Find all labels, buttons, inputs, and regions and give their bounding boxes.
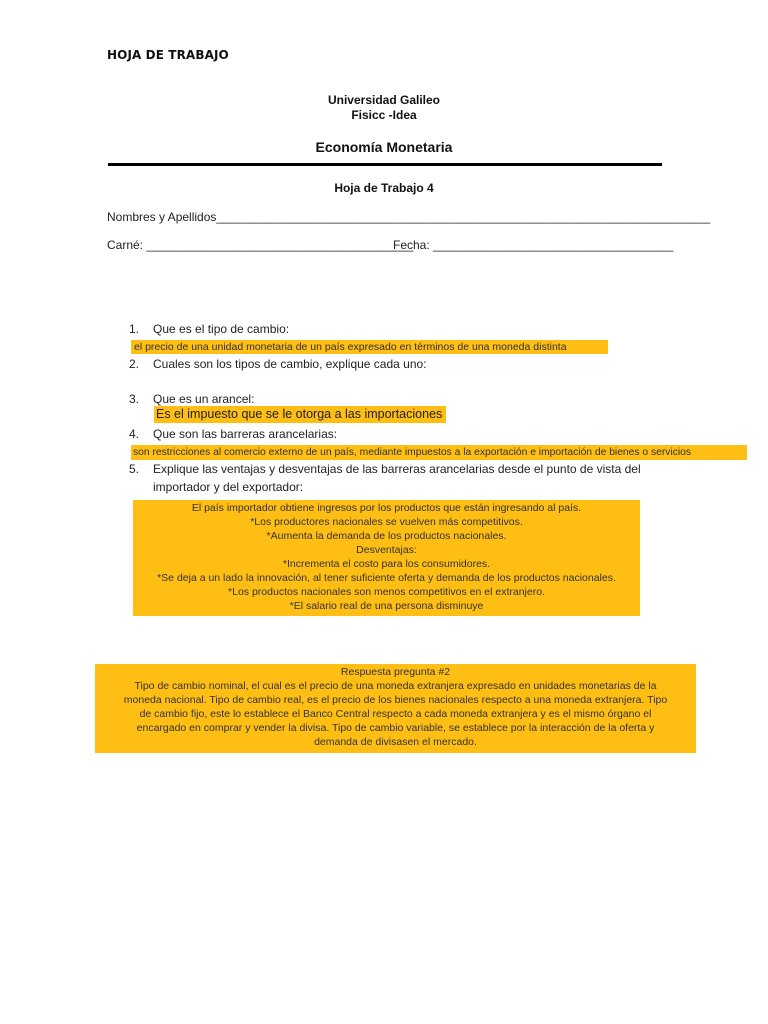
answer-heading: Respuesta pregunta #2 <box>340 666 451 678</box>
names-field[interactable]: Nombres y Apellidos__________________________________________________________________________ <box>107 210 711 224</box>
sheet-title: Hoja de Trabajo 4 <box>334 181 434 195</box>
question-2 <box>129 357 427 371</box>
answer-line: *Aumenta la demanda de los productos nacionales. <box>266 530 507 542</box>
question-1 <box>129 322 289 336</box>
faculty-name: Fisicc -Idea <box>351 108 417 122</box>
answer-line: Desventajas: <box>356 544 417 556</box>
question-5 <box>129 462 641 476</box>
question-number: 5. <box>129 462 140 476</box>
question-number: 1. <box>129 322 140 336</box>
answer-line: demanda de divisasen el mercado. <box>314 736 477 748</box>
question-number: 3. <box>129 392 140 406</box>
answer-line: *Los productores nacionales se vuelven más competitivos. <box>250 516 523 528</box>
answer-4: son restricciones al comercio externo de un país, mediante impuestos a la exportación e importación de bienes o servicios <box>131 445 747 460</box>
answer-5-box <box>133 500 640 616</box>
answer-line: de cambio fijo, este lo establece el Banco Central respecto a cada moneda extranjera y es el mismo órgano el <box>139 708 652 720</box>
answer-line: *Se deja a un lado la innovación, al tener suficiente oferta y demanda de los productos nacionales. <box>157 572 616 584</box>
answer-1: el precio de una unidad monetaria de un país expresado en términos de una moneda distinta <box>131 340 608 354</box>
question-5-continued: importador y del exportador: <box>153 480 304 494</box>
question-3 <box>129 392 254 406</box>
question-text: Explique las ventajas y desventajas de las barreras arancelarias desde el punto de vista del <box>153 462 641 476</box>
fecha-field[interactable]: Fecha: ____________________________________ <box>393 238 674 252</box>
question-text: Que es un arancel: <box>153 392 255 406</box>
answer-line: encargado en comprar y vender la divisa. Tipo de cambio variable, se establece por la interacción de la oferta y <box>136 722 655 734</box>
question-text: Que es el tipo de cambio: <box>153 322 290 336</box>
question-4 <box>129 427 337 441</box>
university-name: Universidad Galileo <box>327 93 441 107</box>
answer-3: Es el impuesto que se le otorga a las importaciones <box>154 406 446 423</box>
answer-line: moneda nacional. Tipo de cambio real, es el precio de los bienes nacionales respecto a una moneda extranjera. Tipo <box>123 694 668 706</box>
question-number: 4. <box>129 427 140 441</box>
question-number: 2. <box>129 357 140 371</box>
course-title: Economía Monetaria <box>315 139 453 155</box>
answer-line: El país importador obtiene ingresos por los productos que están ingresando al país. <box>191 502 582 514</box>
answer-line: Tipo de cambio nominal, el cual es el precio de una moneda extranjera expresado en unidades monetarias de la <box>134 680 657 692</box>
question-text: Cuales son los tipos de cambio, explique cada uno: <box>153 357 427 371</box>
sheet-label: HOJA DE TRABAJO <box>107 48 229 62</box>
carne-field[interactable]: Carné: ________________________________________ <box>107 238 414 252</box>
answer-line: *El salario real de una persona disminuye <box>289 600 484 612</box>
header-divider <box>108 163 662 166</box>
answer-line: *Incrementa el costo para los consumidores. <box>282 558 491 570</box>
question-text: Que son las barreras arancelarias: <box>153 427 338 441</box>
answer-line: *Los productos nacionales son menos competitivos en el extranjero. <box>228 586 545 598</box>
answer-2-box <box>95 664 696 753</box>
